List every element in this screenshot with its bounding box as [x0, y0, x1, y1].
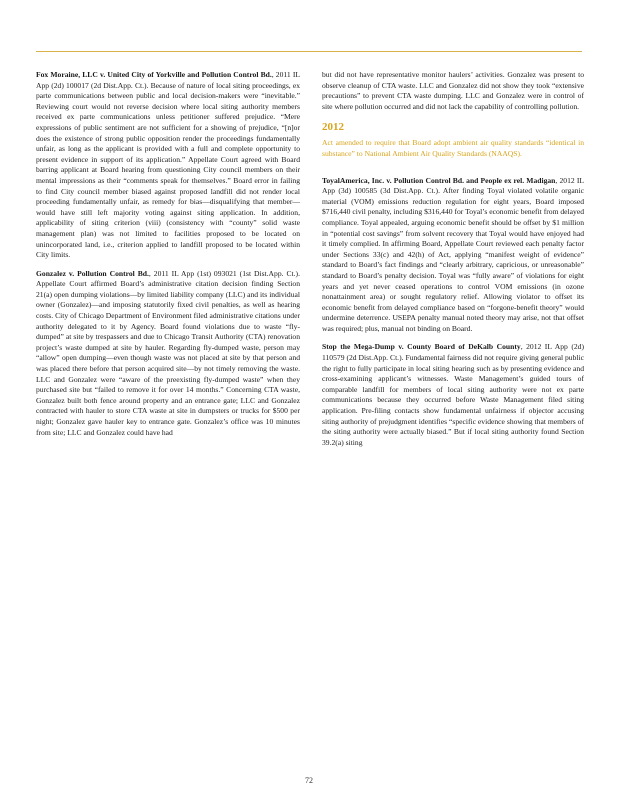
case-entry	[36, 70, 300, 261]
case-entry	[322, 176, 584, 335]
case-entry	[36, 269, 300, 439]
case-name: ToyalAmerica, Inc. v. Pollution Control Bd. and People ex rel. Madigan	[322, 175, 556, 185]
left-column	[36, 70, 300, 446]
case-summary: , 2012 IL App (2d) 110579 (2d Dist.App. Ct.). Fundamental fairness did not require giving general public the right to fully participate in local siting hearing such as by presenting evidence and cross-examining applicant’s witnesses. Waste Management’s guided tours of comparable landfill for members of local siting authority were not ex parte communications because they occurred before Waste Management filed siting application. Pre-filing contacts show fundamental unfairness if objector accusing siting authority of prejudgment identifies “specific evidence showing that members of the siting authority were actually biased.” But if local siting authority found Section 39.2(a) siting	[322, 342, 584, 447]
case-name: Stop the Mega-Dump v. County Board of DeKalb County	[322, 342, 521, 352]
case-summary: , 2011 IL App (1st) 093021 (1st Dist.App. Ct.). Appellate Court affirmed Board’s administrative citation decision finding Section 21(a) open dumping violations—by limited liability company (LLC) and its individual owner (Gonzalez)—and imposing statutorily fixed civil penalties, as well as hearing costs. City of Chicago Department of Environment filed administrative citations under authority delegated to it by Agency. Board found violations due to waste “fly-dumped” at site by trespassers and due to Chicago Transit Authority (CTA) renovation project’s waste dumped at site by hauler. Regarding fly-dumped waste, person may “allow” open dumping—even though waste was not placed at site by that person and was placed there before that person acquired site—by not timely removing the waste. LLC and Gonzalez were “aware of the preexisting fly-dumped waste” when they purchased site but “failed to remove it for over 14 months.” Concerning CTA waste, Gonzalez built both fence around property and an entrance gate; LLC and Gonzalez contracted with hauler to store CTA waste at site in dumpsters or trucks for $500 per night; Gonzalez gave hauler key to entrance gate. Gonzalez’s office was 10 minutes from site; LLC and Gonzalez could have had	[36, 268, 300, 437]
case-entry	[322, 342, 584, 448]
right-column	[322, 70, 584, 456]
page-number: 72	[305, 776, 313, 785]
case-summary: , 2011 IL App (2d) 100017 (2d Dist.App. Ct.). Because of nature of local siting proceedings, ex parte communications between public and local decision-makers were “inevitable.” Reviewing court would not reverse decision where local siting authority members received ex parte communications unless petitioner suffered prejudice. “Mere expressions of public sentiment are not sufficient for a showing of prejudice, “[n]or does the existence of strong public opposition render the proceedings fundamentally unfair, as long as the applicant is provided with a full and complete opportunity to present evidence in support of its application.” Appellate Court agreed with Board barring applicant at Board hearing from questioning City council members on their mental impressions as their “comments speak for themselves.” Board error in failing to find City council member biased against proposed landfill did not render local proceeding fundamentally unfair, as remedy for bias—disqualifying that member—would have still left majority voting against siting application. In addition, applicability of siting criterion (viii) (consistency with “county” solid waste management plan) was not limited to facilities proposed to be located on unincorporated land, i.e., criterion applied to landfill proposed to be located within City limits.	[36, 70, 300, 260]
case-name: Gonzalez v. Pollution Control Bd.	[36, 268, 149, 278]
year-note: Act amended to require that Board adopt ambient air quality standards “identical in substance” to National Ambient Air Quality Standards (NAAQS).	[322, 138, 584, 158]
year-heading: 2012	[322, 121, 344, 134]
case-summary: , 2012 IL App (3d) 100585 (3d Dist.App. Ct.). After finding Toyal violated volatile organic material (VOM) emissions reduction regulation for eight years, Board imposed $716,440 civil penalty, including $316,440 for Toyal’s economic benefit from delayed compliance. Toyal appealed, arguing economic benefit should be offset by $1 million in “potential cost savings” from solvent recovery that Toyal would have enjoyed had it timely complied. In affirming Board, Appellate Court reviewed each penalty factor under Sections 33(c) and 42(h) of Act, applying “manifest weight of evidence” standard to Board’s fact findings and “clearly arbitrary, capricious, or unreasonable” standard to Board’s penalty decision. Toyal was “fully aware” of violations for eight years and yet never ceased operations to control VOM emissions (in ozone nonattainment area) or sought regulatory relief. Allowing violator to offset its economic benefit from delayed compliance based on “forgone-benefit theory” would undermine deterrence. USEPA penalty manual noted theory may arise, not that offset was required; plus, manual not binding on Board.	[322, 175, 584, 333]
continued-text: but did not have representative monitor haulers’ activities. Gonzalez was present to observe cleanup of CTA waste. LLC and Gonzalez did not show they took “extensive precautions” to prevent CTA waste dumping. LLC and Gonzalez were in control of site where pollution occurred and did not lack the capability of controlling pollution.	[322, 70, 584, 111]
header-rule	[36, 51, 582, 52]
case-name: Fox Moraine, LLC v. United City of Yorkville and Pollution Control Bd.	[36, 70, 272, 79]
